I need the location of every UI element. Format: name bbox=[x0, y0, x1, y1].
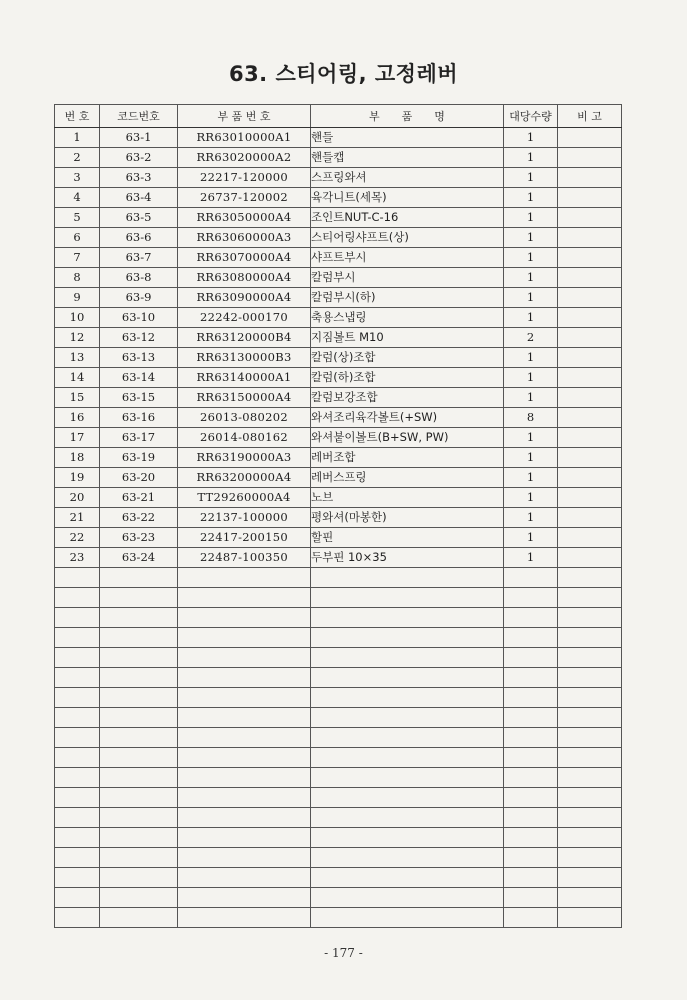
cell-code: 63-7 bbox=[100, 248, 178, 268]
cell-part-no bbox=[178, 668, 311, 688]
cell-no bbox=[55, 708, 100, 728]
cell-remarks bbox=[558, 768, 622, 788]
cell-part-name bbox=[311, 908, 504, 928]
page-title: 63. 스티어링, 고정레버 bbox=[228, 62, 459, 86]
cell-remarks bbox=[558, 448, 622, 468]
cell-part-no: RR63120000B4 bbox=[178, 328, 311, 348]
empty-table-row bbox=[55, 728, 622, 748]
cell-remarks bbox=[558, 668, 622, 688]
cell-qty: 1 bbox=[504, 528, 558, 548]
cell-qty: 1 bbox=[504, 388, 558, 408]
cell-part-no: 22137-100000 bbox=[178, 508, 311, 528]
empty-table-row bbox=[55, 788, 622, 808]
cell-part-no: 26737-120002 bbox=[178, 188, 311, 208]
cell-qty bbox=[504, 848, 558, 868]
cell-code bbox=[100, 828, 178, 848]
cell-qty: 1 bbox=[504, 548, 558, 568]
cell-part-no bbox=[178, 908, 311, 928]
cell-remarks bbox=[558, 248, 622, 268]
cell-qty bbox=[504, 748, 558, 768]
cell-remarks bbox=[558, 828, 622, 848]
cell-code: 63-21 bbox=[100, 488, 178, 508]
cell-part-no: RR63190000A3 bbox=[178, 448, 311, 468]
cell-remarks bbox=[558, 408, 622, 428]
table-row bbox=[55, 508, 622, 528]
cell-code: 63-20 bbox=[100, 468, 178, 488]
cell-qty: 1 bbox=[504, 288, 558, 308]
cell-no: 21 bbox=[55, 508, 100, 528]
cell-no bbox=[55, 808, 100, 828]
cell-part-name bbox=[311, 568, 504, 588]
cell-remarks bbox=[558, 808, 622, 828]
table-row bbox=[55, 268, 622, 288]
page-number: - 177 - bbox=[324, 946, 363, 960]
cell-remarks bbox=[558, 348, 622, 368]
empty-table-row bbox=[55, 588, 622, 608]
table-row bbox=[55, 368, 622, 388]
table-row bbox=[55, 228, 622, 248]
parts-table bbox=[54, 104, 622, 928]
cell-qty: 1 bbox=[504, 268, 558, 288]
cell-qty: 1 bbox=[504, 188, 558, 208]
cell-qty bbox=[504, 888, 558, 908]
cell-part-no: 22487-100350 bbox=[178, 548, 311, 568]
cell-no bbox=[55, 648, 100, 668]
cell-remarks bbox=[558, 488, 622, 508]
cell-code: 63-5 bbox=[100, 208, 178, 228]
cell-part-no: 22242-000170 bbox=[178, 308, 311, 328]
empty-table-row bbox=[55, 848, 622, 868]
cell-code: 63-23 bbox=[100, 528, 178, 548]
empty-table-row bbox=[55, 768, 622, 788]
cell-part-name: 스티어링샤프트(상) bbox=[311, 228, 504, 248]
cell-part-no: 22217-120000 bbox=[178, 168, 311, 188]
table-header-row bbox=[55, 105, 622, 128]
cell-part-name: 평와셔(마봉한) bbox=[311, 508, 504, 528]
table-row bbox=[55, 308, 622, 328]
cell-code bbox=[100, 648, 178, 668]
cell-remarks bbox=[558, 208, 622, 228]
cell-no bbox=[55, 888, 100, 908]
cell-remarks bbox=[558, 228, 622, 248]
cell-code: 63-6 bbox=[100, 228, 178, 248]
cell-code: 63-15 bbox=[100, 388, 178, 408]
cell-part-no: RR63020000A2 bbox=[178, 148, 311, 168]
cell-remarks bbox=[558, 528, 622, 548]
cell-code bbox=[100, 568, 178, 588]
cell-qty: 1 bbox=[504, 168, 558, 188]
cell-no: 8 bbox=[55, 268, 100, 288]
cell-part-no: RR63130000B3 bbox=[178, 348, 311, 368]
cell-no: 17 bbox=[55, 428, 100, 448]
cell-qty bbox=[504, 708, 558, 728]
cell-part-no bbox=[178, 568, 311, 588]
cell-part-no bbox=[178, 628, 311, 648]
cell-part-no bbox=[178, 748, 311, 768]
cell-remarks bbox=[558, 188, 622, 208]
cell-qty bbox=[504, 688, 558, 708]
cell-part-name: 노브 bbox=[311, 488, 504, 508]
cell-no: 22 bbox=[55, 528, 100, 548]
header-qty: 대당수량 bbox=[504, 105, 558, 128]
cell-remarks bbox=[558, 268, 622, 288]
cell-part-name bbox=[311, 788, 504, 808]
cell-code bbox=[100, 908, 178, 928]
empty-table-row bbox=[55, 568, 622, 588]
cell-qty bbox=[504, 668, 558, 688]
cell-remarks bbox=[558, 508, 622, 528]
cell-part-name bbox=[311, 628, 504, 648]
cell-code bbox=[100, 628, 178, 648]
cell-part-no bbox=[178, 768, 311, 788]
cell-remarks bbox=[558, 308, 622, 328]
cell-qty bbox=[504, 868, 558, 888]
cell-part-name bbox=[311, 848, 504, 868]
cell-qty bbox=[504, 728, 558, 748]
empty-table-row bbox=[55, 648, 622, 668]
cell-part-name: 할핀 bbox=[311, 528, 504, 548]
cell-no bbox=[55, 688, 100, 708]
cell-code bbox=[100, 768, 178, 788]
cell-code: 63-17 bbox=[100, 428, 178, 448]
table-row bbox=[55, 548, 622, 568]
cell-remarks bbox=[558, 428, 622, 448]
cell-part-no bbox=[178, 648, 311, 668]
cell-remarks bbox=[558, 888, 622, 908]
cell-code: 63-10 bbox=[100, 308, 178, 328]
cell-no bbox=[55, 608, 100, 628]
header-part-name: 부 품 명 bbox=[311, 105, 504, 128]
table-row bbox=[55, 408, 622, 428]
cell-remarks bbox=[558, 128, 622, 148]
cell-part-name: 와셔조리육각볼트(+SW) bbox=[311, 408, 504, 428]
table-row bbox=[55, 528, 622, 548]
empty-table-row bbox=[55, 868, 622, 888]
cell-code bbox=[100, 888, 178, 908]
cell-part-name bbox=[311, 688, 504, 708]
cell-qty: 1 bbox=[504, 468, 558, 488]
empty-table-row bbox=[55, 888, 622, 908]
cell-part-no: 26013-080202 bbox=[178, 408, 311, 428]
cell-qty: 1 bbox=[504, 348, 558, 368]
cell-code: 63-3 bbox=[100, 168, 178, 188]
cell-qty: 1 bbox=[504, 448, 558, 468]
cell-no bbox=[55, 848, 100, 868]
cell-part-name: 두부핀 10×35 bbox=[311, 548, 504, 568]
cell-no bbox=[55, 568, 100, 588]
cell-part-no bbox=[178, 828, 311, 848]
table-row bbox=[55, 288, 622, 308]
cell-part-no bbox=[178, 808, 311, 828]
cell-remarks bbox=[558, 328, 622, 348]
cell-part-name bbox=[311, 768, 504, 788]
cell-part-name bbox=[311, 868, 504, 888]
cell-part-name: 축용스냅링 bbox=[311, 308, 504, 328]
cell-part-no bbox=[178, 848, 311, 868]
cell-qty: 1 bbox=[504, 148, 558, 168]
cell-part-name bbox=[311, 588, 504, 608]
table-row bbox=[55, 468, 622, 488]
table-row bbox=[55, 248, 622, 268]
cell-remarks bbox=[558, 848, 622, 868]
cell-qty bbox=[504, 768, 558, 788]
cell-qty bbox=[504, 828, 558, 848]
cell-code bbox=[100, 668, 178, 688]
cell-part-no bbox=[178, 608, 311, 628]
cell-no bbox=[55, 788, 100, 808]
cell-part-name: 레버조합 bbox=[311, 448, 504, 468]
cell-qty: 2 bbox=[504, 328, 558, 348]
cell-part-name: 칼럼부시(하) bbox=[311, 288, 504, 308]
cell-part-no: RR63200000A4 bbox=[178, 468, 311, 488]
cell-qty: 1 bbox=[504, 248, 558, 268]
cell-code: 63-19 bbox=[100, 448, 178, 468]
cell-remarks bbox=[558, 568, 622, 588]
cell-qty: 1 bbox=[504, 488, 558, 508]
cell-code: 63-16 bbox=[100, 408, 178, 428]
cell-remarks bbox=[558, 788, 622, 808]
cell-remarks bbox=[558, 868, 622, 888]
cell-no: 18 bbox=[55, 448, 100, 468]
cell-no: 5 bbox=[55, 208, 100, 228]
cell-no bbox=[55, 768, 100, 788]
cell-part-no: 26014-080162 bbox=[178, 428, 311, 448]
cell-part-name bbox=[311, 708, 504, 728]
cell-no: 1 bbox=[55, 128, 100, 148]
cell-part-no bbox=[178, 788, 311, 808]
cell-part-no: RR63090000A4 bbox=[178, 288, 311, 308]
cell-qty bbox=[504, 648, 558, 668]
cell-part-no bbox=[178, 888, 311, 908]
cell-code bbox=[100, 748, 178, 768]
cell-qty: 1 bbox=[504, 508, 558, 528]
cell-part-name bbox=[311, 728, 504, 748]
cell-remarks bbox=[558, 608, 622, 628]
cell-remarks bbox=[558, 688, 622, 708]
cell-qty: 1 bbox=[504, 208, 558, 228]
cell-code: 63-9 bbox=[100, 288, 178, 308]
cell-part-name: 샤프트부시 bbox=[311, 248, 504, 268]
cell-part-no: RR63140000A1 bbox=[178, 368, 311, 388]
cell-code: 63-4 bbox=[100, 188, 178, 208]
cell-remarks bbox=[558, 148, 622, 168]
cell-part-name: 칼럼부시 bbox=[311, 268, 504, 288]
cell-part-name bbox=[311, 668, 504, 688]
table-row bbox=[55, 348, 622, 368]
cell-no: 19 bbox=[55, 468, 100, 488]
cell-part-name: 칼럼(상)조합 bbox=[311, 348, 504, 368]
cell-no: 4 bbox=[55, 188, 100, 208]
cell-qty bbox=[504, 808, 558, 828]
empty-table-row bbox=[55, 688, 622, 708]
cell-part-name bbox=[311, 608, 504, 628]
cell-qty: 1 bbox=[504, 308, 558, 328]
cell-remarks bbox=[558, 908, 622, 928]
cell-no bbox=[55, 908, 100, 928]
cell-remarks bbox=[558, 288, 622, 308]
cell-part-no bbox=[178, 868, 311, 888]
cell-remarks bbox=[558, 368, 622, 388]
cell-qty bbox=[504, 908, 558, 928]
cell-part-no: RR63080000A4 bbox=[178, 268, 311, 288]
cell-part-name: 핸들캡 bbox=[311, 148, 504, 168]
table-row bbox=[55, 148, 622, 168]
parts-table-body bbox=[55, 128, 622, 928]
cell-code bbox=[100, 868, 178, 888]
cell-qty: 8 bbox=[504, 408, 558, 428]
cell-part-name: 육각니트(세목) bbox=[311, 188, 504, 208]
cell-code: 63-14 bbox=[100, 368, 178, 388]
cell-no: 10 bbox=[55, 308, 100, 328]
cell-part-no bbox=[178, 588, 311, 608]
table-row bbox=[55, 188, 622, 208]
empty-table-row bbox=[55, 828, 622, 848]
cell-remarks bbox=[558, 168, 622, 188]
cell-no bbox=[55, 748, 100, 768]
cell-code bbox=[100, 608, 178, 628]
cell-qty: 1 bbox=[504, 428, 558, 448]
header-remarks: 비 고 bbox=[558, 105, 622, 128]
cell-part-name: 조인트NUT-C-16 bbox=[311, 208, 504, 228]
cell-no: 16 bbox=[55, 408, 100, 428]
cell-part-no: RR63070000A4 bbox=[178, 248, 311, 268]
cell-part-name: 칼럼보강조합 bbox=[311, 388, 504, 408]
table-row bbox=[55, 388, 622, 408]
cell-part-name: 지짐볼트 M10 bbox=[311, 328, 504, 348]
cell-qty bbox=[504, 628, 558, 648]
table-row bbox=[55, 488, 622, 508]
cell-part-name: 레버스프링 bbox=[311, 468, 504, 488]
cell-part-name bbox=[311, 748, 504, 768]
cell-code bbox=[100, 588, 178, 608]
cell-qty bbox=[504, 588, 558, 608]
cell-qty bbox=[504, 788, 558, 808]
table-row bbox=[55, 128, 622, 148]
empty-table-row bbox=[55, 708, 622, 728]
cell-part-name: 스프링와셔 bbox=[311, 168, 504, 188]
header-code: 코드번호 bbox=[100, 105, 178, 128]
cell-code: 63-13 bbox=[100, 348, 178, 368]
cell-no bbox=[55, 588, 100, 608]
cell-code bbox=[100, 808, 178, 828]
table-row bbox=[55, 208, 622, 228]
empty-table-row bbox=[55, 628, 622, 648]
empty-table-row bbox=[55, 668, 622, 688]
cell-no: 2 bbox=[55, 148, 100, 168]
cell-part-no: RR63050000A4 bbox=[178, 208, 311, 228]
cell-remarks bbox=[558, 708, 622, 728]
cell-code: 63-2 bbox=[100, 148, 178, 168]
header-no: 번 호 bbox=[55, 105, 100, 128]
cell-part-no bbox=[178, 708, 311, 728]
empty-table-row bbox=[55, 608, 622, 628]
cell-code bbox=[100, 788, 178, 808]
cell-code: 63-8 bbox=[100, 268, 178, 288]
cell-code: 63-22 bbox=[100, 508, 178, 528]
cell-no: 15 bbox=[55, 388, 100, 408]
cell-no: 14 bbox=[55, 368, 100, 388]
cell-part-name bbox=[311, 888, 504, 908]
cell-no: 13 bbox=[55, 348, 100, 368]
table-row bbox=[55, 428, 622, 448]
cell-no: 23 bbox=[55, 548, 100, 568]
cell-remarks bbox=[558, 748, 622, 768]
cell-remarks bbox=[558, 468, 622, 488]
cell-no: 3 bbox=[55, 168, 100, 188]
header-part-no: 부 품 번 호 bbox=[178, 105, 311, 128]
cell-part-name: 와셔붙이볼트(B+SW, PW) bbox=[311, 428, 504, 448]
table-row bbox=[55, 448, 622, 468]
cell-no: 12 bbox=[55, 328, 100, 348]
empty-table-row bbox=[55, 808, 622, 828]
cell-code: 63-24 bbox=[100, 548, 178, 568]
cell-part-no bbox=[178, 688, 311, 708]
cell-part-no: RR63150000A4 bbox=[178, 388, 311, 408]
cell-part-no bbox=[178, 728, 311, 748]
cell-qty: 1 bbox=[504, 128, 558, 148]
cell-no: 20 bbox=[55, 488, 100, 508]
empty-table-row bbox=[55, 748, 622, 768]
cell-qty: 1 bbox=[504, 368, 558, 388]
cell-no: 6 bbox=[55, 228, 100, 248]
cell-remarks bbox=[558, 388, 622, 408]
cell-remarks bbox=[558, 728, 622, 748]
cell-remarks bbox=[558, 648, 622, 668]
cell-no: 9 bbox=[55, 288, 100, 308]
cell-part-name bbox=[311, 828, 504, 848]
cell-part-no: RR63010000A1 bbox=[178, 128, 311, 148]
cell-code bbox=[100, 708, 178, 728]
cell-qty bbox=[504, 568, 558, 588]
cell-remarks bbox=[558, 628, 622, 648]
empty-table-row bbox=[55, 908, 622, 928]
cell-code: 63-1 bbox=[100, 128, 178, 148]
cell-no bbox=[55, 828, 100, 848]
cell-remarks bbox=[558, 548, 622, 568]
cell-remarks bbox=[558, 588, 622, 608]
cell-code bbox=[100, 728, 178, 748]
cell-no: 7 bbox=[55, 248, 100, 268]
cell-part-name: 칼럼(하)조합 bbox=[311, 368, 504, 388]
cell-no bbox=[55, 668, 100, 688]
table-row bbox=[55, 328, 622, 348]
cell-code: 63-12 bbox=[100, 328, 178, 348]
cell-part-name: 핸들 bbox=[311, 128, 504, 148]
cell-no bbox=[55, 728, 100, 748]
cell-code bbox=[100, 688, 178, 708]
table-row bbox=[55, 168, 622, 188]
cell-part-name bbox=[311, 648, 504, 668]
cell-qty: 1 bbox=[504, 228, 558, 248]
cell-part-name bbox=[311, 808, 504, 828]
cell-no bbox=[55, 868, 100, 888]
cell-qty bbox=[504, 608, 558, 628]
cell-code bbox=[100, 848, 178, 868]
cell-part-no: RR63060000A3 bbox=[178, 228, 311, 248]
cell-part-no: TT29260000A4 bbox=[178, 488, 311, 508]
cell-no bbox=[55, 628, 100, 648]
cell-part-no: 22417-200150 bbox=[178, 528, 311, 548]
